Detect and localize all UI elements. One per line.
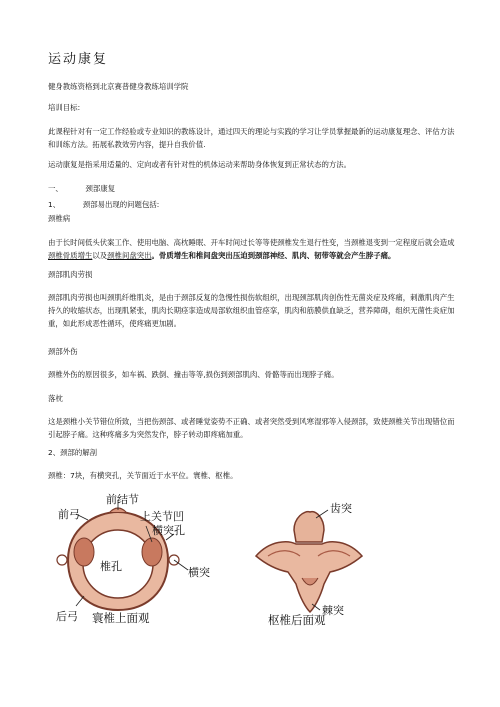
label-spinous-process: 棘突 bbox=[322, 604, 344, 617]
atlas-caption: 寰椎上面观 bbox=[92, 611, 150, 625]
goal-paragraph: 此课程针对有一定工作经验或专业知识的教练设计，通过四天的理论与实践的学习让学员掌握最新的运动康复理念、评估方法和训练方法。拓展私教效劳内容，提升自我价值. bbox=[48, 127, 455, 149]
subsection-1-title: 颈部易出现的问题包括: bbox=[82, 200, 160, 209]
axis-caption: 枢椎后面观 bbox=[268, 613, 326, 627]
topic-1-paragraph bbox=[48, 236, 456, 262]
section-1-heading bbox=[48, 182, 115, 195]
definition-paragraph: 运动康复是指采用适量的、定向或者有针对性的机体运动来帮助身体恢复到正常状态的方法。 bbox=[48, 160, 352, 169]
subsection-1-number: 1、 bbox=[48, 200, 61, 209]
label-superior-facet: 上关节凹 bbox=[140, 510, 184, 523]
vertebrae-svg bbox=[48, 493, 458, 627]
subsection-1-heading bbox=[48, 198, 159, 211]
topic-1-text-b: 以及 bbox=[92, 251, 108, 260]
goal-label: 培训目标: bbox=[48, 103, 81, 112]
topic-4-paragraph: 这是颈椎小关节错位所致，当把伤颈部、或者睡觉姿势不正确、或者突然受到风寒湿邪等入侵颈部，致使颈椎关节出现错位而引起脖子痛。这种疼痛多为突然发作，脖子转动即疼痛加重。 bbox=[48, 417, 455, 439]
link-bone-hyperplasia[interactable]: 颈椎骨质增生 bbox=[48, 251, 93, 260]
axis-drawing bbox=[256, 510, 362, 612]
label-dens: 齿突 bbox=[330, 502, 352, 515]
topic-heading-muscle-strain: 颈部肌肉劳损 bbox=[48, 270, 93, 279]
anatomy-paragraph: 颈椎：7块，有横突孔，关节面近于水平位。寰椎、枢椎。 bbox=[48, 471, 238, 480]
label-transverse-foramen: 横突孔 bbox=[152, 524, 185, 537]
doc-title: 运动康复 bbox=[48, 52, 109, 67]
section-1-number: 一、 bbox=[48, 184, 63, 193]
subsection-2-heading: 2、颈部的解剖 bbox=[48, 448, 98, 457]
label-anterior-tubercle: 前结节 bbox=[106, 493, 139, 506]
topic-1-text-c: 。骨质增生和椎间盘突出压迫到颈部神经、肌肉、韧带等就会产生脖子痛。 bbox=[151, 251, 396, 260]
label-vertebral-foramen: 椎孔 bbox=[100, 560, 122, 573]
topic-2-paragraph: 颈部肌肉劳损也叫颈肌纤维肌炎，是由于颈部反复的急慢性损伤软组织，出现颈部肌肉创伤性无菌炎症及疼痛，刺激肌肉产生持久的收缩状态，出现肌紧张，肌肉长期痉挛造成局部软组织血管痉挛，肌肉和筋膜供血缺乏，营养障碍，组织无菌性炎症加重，如此形成恶性循环，使疼痛更加剧。 bbox=[48, 293, 455, 328]
topic-heading-cervical-spondylosis: 颈椎病 bbox=[48, 214, 71, 223]
topic-heading-neck-injury: 颈部外伤 bbox=[48, 347, 78, 356]
label-transverse-process: 横突 bbox=[188, 566, 210, 579]
link-disc-herniation[interactable]: 颈椎间盘突出 bbox=[107, 251, 152, 260]
subtitle-line: 健身教练资格到北京赛普健身教练培训学院 bbox=[48, 82, 189, 91]
topic-1-text-a: 由于长时间低头伏案工作、使用电脑、高枕睡眠、开车时间过长等等使颈椎发生退行性变，当颈椎退变到一定程度后就会造成 bbox=[48, 238, 455, 247]
label-anterior-arch: 前弓 bbox=[58, 508, 80, 521]
vertebrae-illustration bbox=[48, 493, 458, 627]
topic-heading-stiff-neck: 落枕 bbox=[48, 394, 63, 403]
section-1-title: 颈部康复 bbox=[85, 184, 116, 193]
label-posterior-arch: 后弓 bbox=[56, 610, 78, 623]
topic-3-paragraph: 颈椎外伤的原因很多，如车祸、跌倒、撞击等等,损伤到颈部肌肉、骨骼等而出现脖子痛。 bbox=[48, 370, 339, 379]
